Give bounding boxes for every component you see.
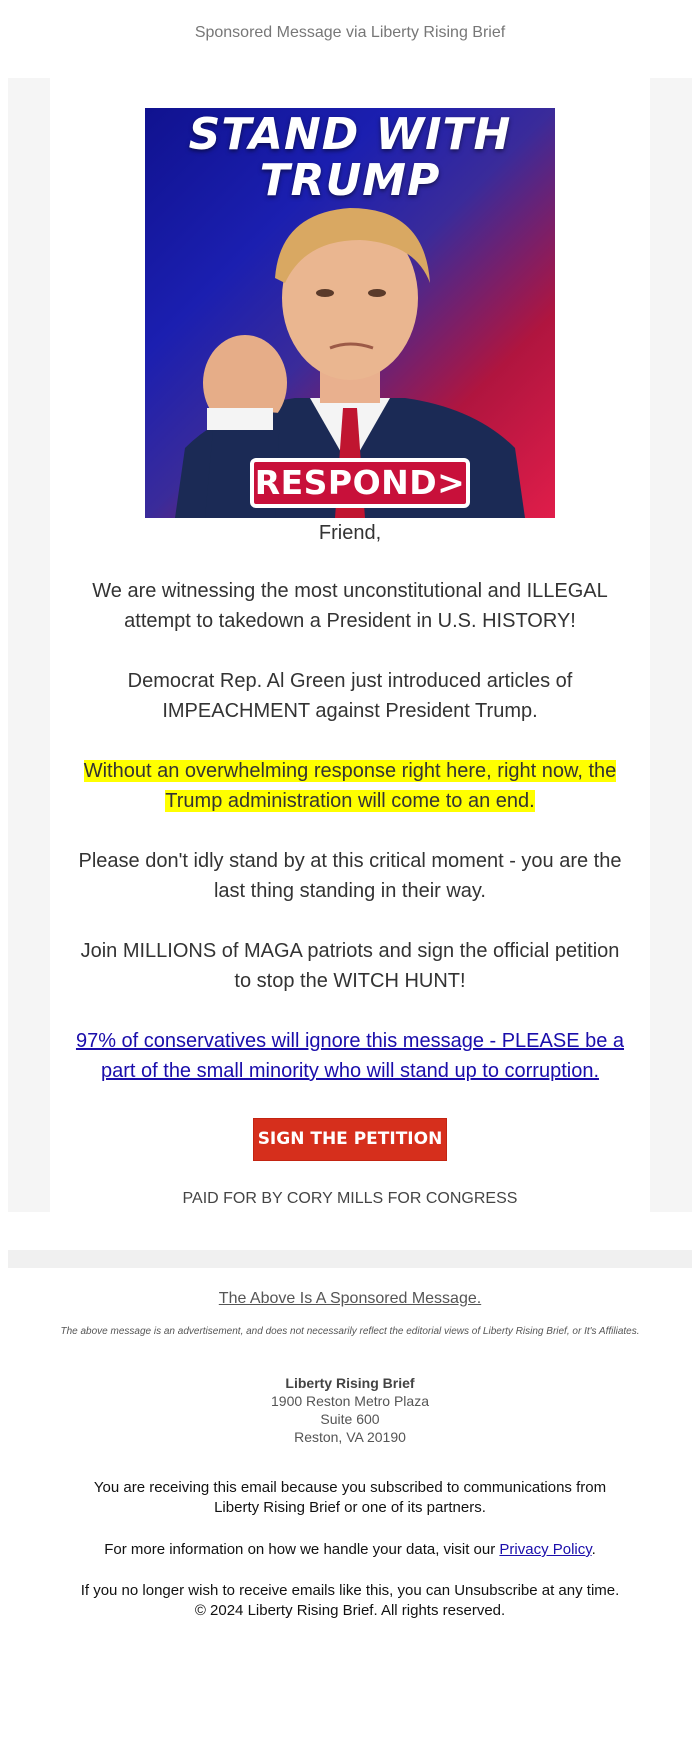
- address-line2: Suite 600: [320, 1411, 380, 1427]
- address-line1: 1900 Reston Metro Plaza: [271, 1393, 429, 1409]
- hero-title-line1: STAND WITH: [188, 109, 512, 160]
- privacy-policy-link[interactable]: Privacy Policy: [499, 1541, 592, 1558]
- data-notice-prefix: For more information on how we handle your data, visit our: [104, 1541, 500, 1558]
- address-line3: Reston, VA 20190: [294, 1429, 406, 1445]
- sponsored-note: Sponsored Message via Liberty Rising Brief: [194, 24, 506, 41]
- data-notice-suffix: .: [591, 1541, 596, 1558]
- highlighted-text: Without an overwhelming response right here, right now, the Trump administration will come to an end.: [83, 760, 617, 812]
- sign-petition-button[interactable]: SIGN THE PETITION: [253, 1118, 447, 1161]
- advertisement-disclaimer: The above message is an advertisement, and does not necessarily reflect the editorial views of Liberty Rising Brief, or It's Affiliates.: [60, 1326, 640, 1337]
- hero-title: [145, 108, 555, 204]
- respond-button[interactable]: RESPOND>: [250, 458, 470, 508]
- email-card: [50, 78, 650, 1212]
- paragraph-critical-moment: Please don't idly stand by at this critical moment - you are the last thing standing in their way.: [78, 850, 622, 902]
- paragraph-impeachment: Democrat Rep. Al Green just introduced articles of IMPEACHMENT against President Trump.: [127, 670, 573, 722]
- paragraph-highlighted-warning: [70, 756, 630, 816]
- conservatives-link[interactable]: 97% of conservatives will ignore this message - PLEASE be a part of the small minority who will stand up to corruption.: [75, 1030, 625, 1082]
- unsubscribe-notice: If you no longer wish to receive emails like this, you can Unsubscribe at any time.: [80, 1582, 620, 1599]
- hero-image[interactable]: [145, 108, 555, 518]
- data-notice: [0, 1540, 700, 1560]
- paid-for-disclaimer: PAID FOR BY CORY MILLS FOR CONGRESS: [182, 1190, 518, 1207]
- hero-title-line2: TRUMP: [259, 155, 441, 206]
- paragraph-join-patriots: Join MILLIONS of MAGA patriots and sign the official petition to stop the WITCH HUNT!: [80, 940, 620, 992]
- copyright: © 2024 Liberty Rising Brief. All rights reserved.: [194, 1602, 506, 1619]
- paragraph-illegal-attempt: We are witnessing the most unconstitutional and ILLEGAL attempt to takedown a President in U.S. HISTORY!: [92, 580, 608, 632]
- subscription-notice: You are receiving this email because you subscribed to communications from Liberty Rising Brief or one of its partners.: [93, 1479, 607, 1516]
- greeting: Friend,: [318, 522, 382, 544]
- sponsored-message-link[interactable]: The Above Is A Sponsored Message.: [218, 1290, 482, 1307]
- footer-divider: [8, 1250, 692, 1268]
- publisher-name: Liberty Rising Brief: [285, 1375, 415, 1391]
